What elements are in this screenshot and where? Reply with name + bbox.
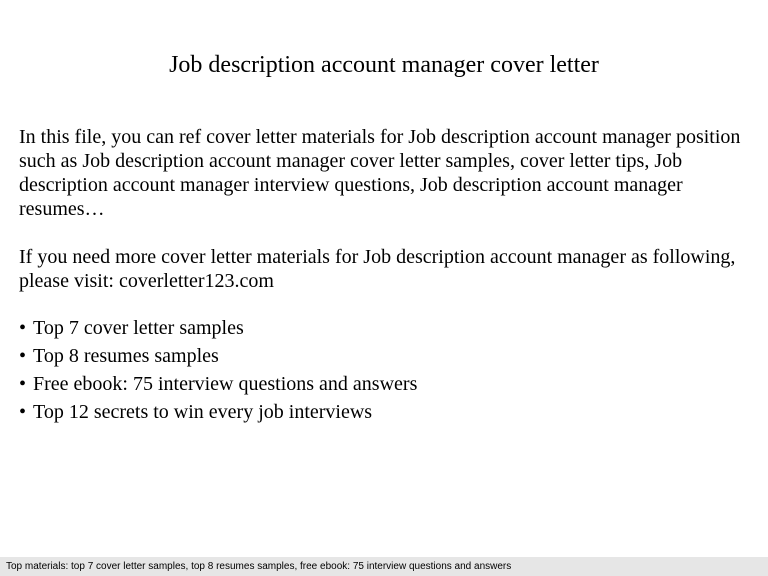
bullet-item — [19, 398, 749, 426]
bullet-icon: • — [19, 401, 27, 423]
bullet-text: Top 7 cover letter samples — [33, 317, 244, 339]
bullet-text: Top 12 secrets to win every job interviews — [33, 401, 373, 423]
bullet-item — [19, 370, 749, 398]
footer-bar: Top materials: top 7 cover letter samples, top 8 resumes samples, free ebook: 75 interview questions and answers — [0, 557, 768, 576]
bullet-list — [19, 314, 749, 426]
slide-body — [19, 125, 749, 426]
bullet-text: Free ebook: 75 interview questions and answers — [33, 373, 418, 395]
intro-paragraph: In this file, you can ref cover letter materials for Job description account manager position such as Job description account manager cover letter samples, cover letter tips, Job description account manager interview questions, Job description account manager resumes… — [19, 126, 741, 220]
bullet-icon: • — [19, 317, 27, 339]
slide-title: Job description account manager cover letter — [169, 52, 599, 78]
visit-paragraph: If you need more cover letter materials for Job description account manager as following, please visit: coverletter123.com — [19, 246, 736, 292]
bullet-item — [19, 342, 749, 370]
bullet-icon: • — [19, 373, 27, 395]
bullet-item — [19, 314, 749, 342]
bullet-text: Top 8 resumes samples — [33, 345, 219, 367]
bullet-icon: • — [19, 345, 27, 367]
